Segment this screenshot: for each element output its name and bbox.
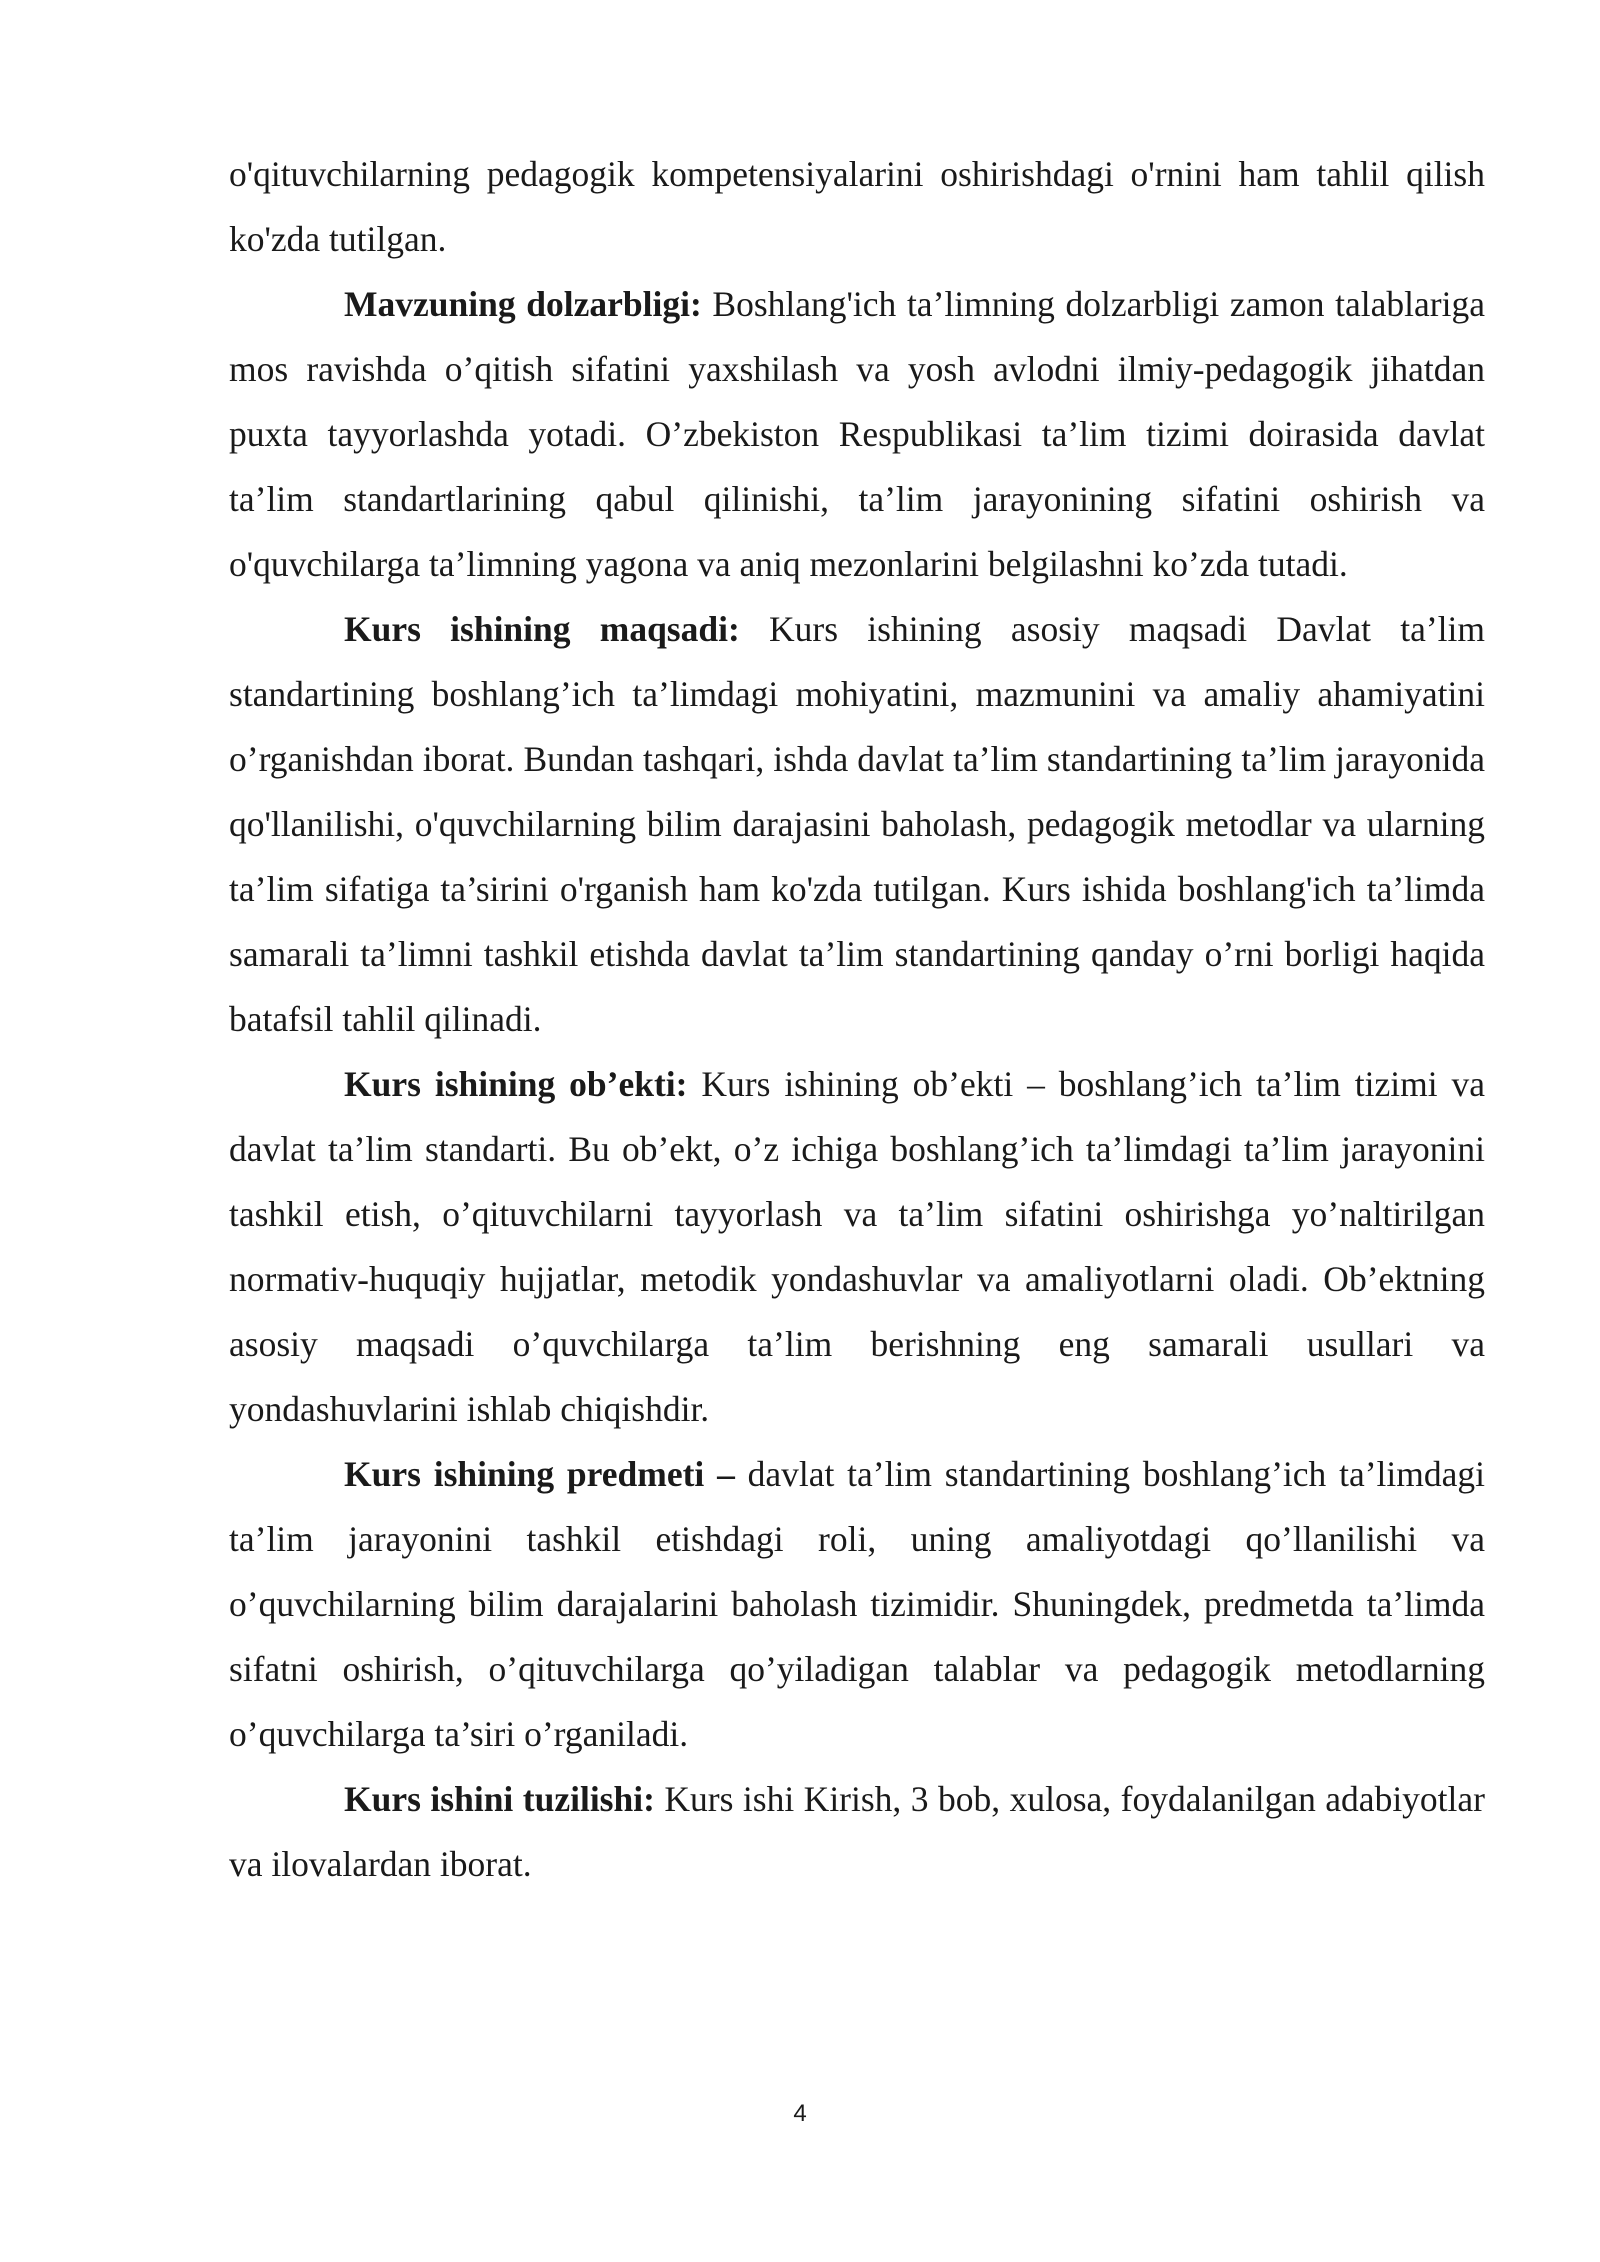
paragraph-text: Kurs ishi Kirish, 3 bob, xulosa, foydalanilgan adabiyotlar va ilovalardan iborat. [229, 1779, 1485, 1884]
paragraph-text: Boshlang'ich ta’limning dolzarbligi zamon talablariga mos ravishda o’qitish sifatini yaxshilash va yosh avlodni ilmiy-pedagogik jihatdan puxta tayyorlashda yotadi. O’zbekiston Respublikasi ta’lim tizimi doirasida davlat ta’lim standartlarining qabul qilinishi, ta’lim jarayonining sifatini oshirish va o'quvchilarga ta’limning yagona va aniq mezonlarini belgilashni ko’zda tutadi. [229, 284, 1485, 584]
paragraph-heading: Mavzuning dolzarbligi: [344, 284, 702, 324]
paragraph-heading: Kurs ishining maqsadi: [344, 609, 740, 649]
document-body [229, 142, 1485, 1897]
paragraph-subject [229, 1442, 1485, 1767]
paragraph-relevance [229, 272, 1485, 597]
paragraph-text: davlat ta’lim standartining boshlang’ich ta’limdagi ta’lim jarayonini tashkil etishdagi roli, uning amaliyotdagi qo’llanilishi va o’quvchilarning bilim darajalarini baholash tizimidir. Shuningdek, predmetda ta’limda sifatni oshirish, o’qituvchilarga qo’yiladigan talablar va pedagogik metodlarning o’quvchilarga ta’siri o’rganiladi. [229, 1454, 1485, 1754]
page-number: 4 [793, 2100, 807, 2127]
paragraph-text: Kurs ishining ob’ekti – boshlang’ich ta’lim tizimi va davlat ta’lim standarti. Bu ob’ekt, o’z ichiga boshlang’ich ta’limdagi ta’lim jarayonini tashkil etish, o’qituvchilarni tayyorlash va ta’lim sifatini oshirishga yo’naltirilgan normativ-huquqiy hujjatlar, metodik yondashuvlar va amaliyotlarni oladi. Ob’ektning asosiy maqsadi o’quvchilarga ta’lim berishning eng samarali usullari va yondashuvlarini ishlab chiqishdir. [229, 1064, 1485, 1429]
paragraph-text: o'qituvchilarning pedagogik kompetensiyalarini oshirishdagi o'rnini ham tahlil qilish ko'zda tutilgan. [229, 154, 1485, 259]
paragraph-structure [229, 1767, 1485, 1897]
paragraph-heading: Kurs ishining ob’ekti: [344, 1064, 688, 1104]
paragraph-heading: Kurs ishini tuzilishi: [344, 1779, 655, 1819]
paragraph-text: Kurs ishining asosiy maqsadi Davlat ta’lim standartining boshlang’ich ta’limdagi mohiyatini, mazmunini va amaliy ahamiyatini o’rganishdan iborat. Bundan tashqari, ishda davlat ta’lim standartining ta’lim jarayonida qo'llanilishi, o'quvchilarning bilim darajasini baholash, pedagogik metodlar va ularning ta’lim sifatiga ta’sirini o'rganish ham ko'zda tutilgan. Kurs ishida boshlang'ich ta’limda samarali ta’limni tashkil etishda davlat ta’lim standartining qanday o’rni borligi haqida batafsil tahlil qilinadi. [229, 609, 1486, 1039]
paragraph-heading: Kurs ishining predmeti – [344, 1454, 735, 1494]
paragraph-intro-continuation [229, 142, 1485, 272]
paragraph-goal [229, 597, 1485, 1052]
paragraph-object [229, 1052, 1485, 1442]
